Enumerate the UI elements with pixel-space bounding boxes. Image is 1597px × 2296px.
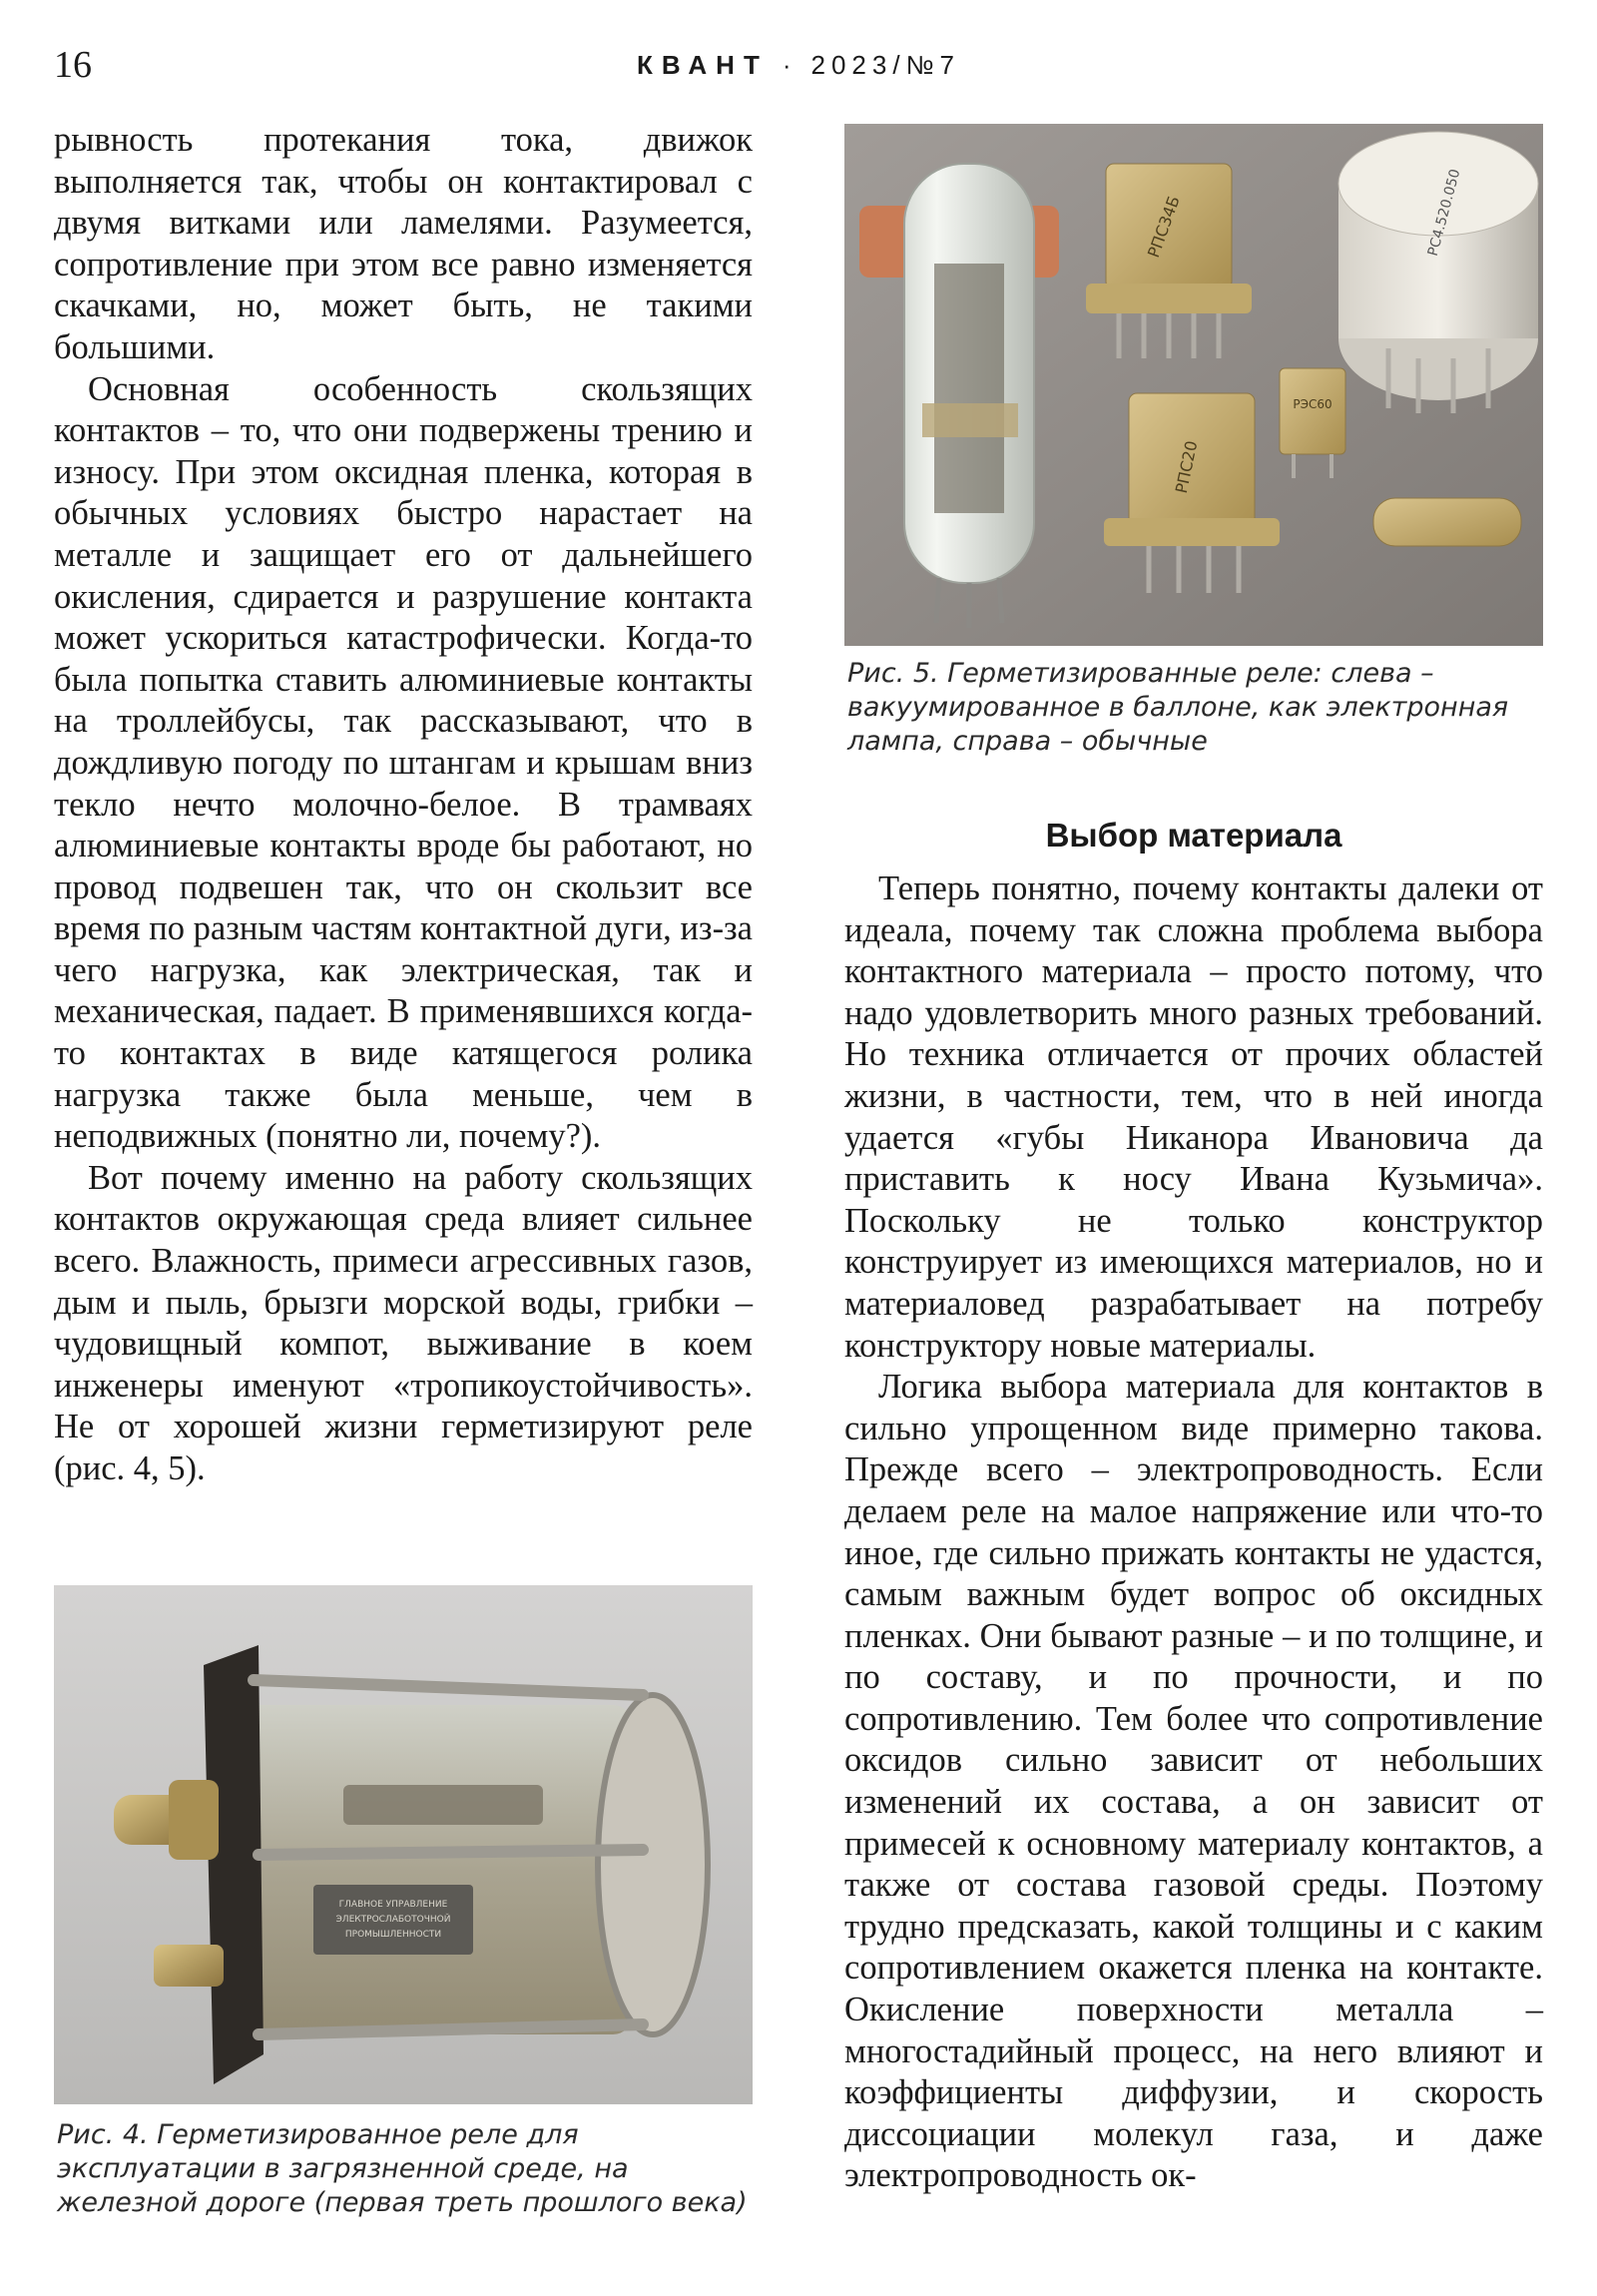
plate-text-line-3: ПРОМЫШЛЕННОСТИ <box>344 1930 442 1940</box>
paragraph: Основная особенность скользящих контактов – то, что они подвержены трению и износу. При этом оксидная пленка, которая в обычных условиях быстро нарастает на металле и защищает его от дальнейшего окисления, сдирается и разрушение контакта может ускориться катастрофически. Когда-то была попытка ставить алюминиевые контакты на троллейбусы, так рассказывают, что в дождливую погоду по штангам и крышам вниз текло нечто молочно-белое. В трамваях алюминиевые контакты вроде бы работают, но провод подвешен так, что он скользит все время по разным частям контактной дуги, из-за чего нагрузка, как электрическая, так и механическая, падает. В применявшихся когда-то контактах в виде катящегося ролика нагрузка также была меньше, чем в неподвижных (понятно ли, почему?). <box>54 369 753 1156</box>
left-column-text <box>54 120 753 1490</box>
figure-5-caption: Рис. 5. Герметизированные реле: слева – вакуумированное в баллоне, как электронная лампа, справа – обычные <box>847 658 1509 757</box>
plate-text-line-1: ГЛАВНОЕ УПРАВЛЕНИЕ <box>338 1900 448 1910</box>
right-column-text <box>844 868 1543 2197</box>
figure-4-photo <box>54 1585 753 2104</box>
header-separator: · <box>782 50 798 80</box>
page-number: 16 <box>54 44 92 86</box>
relay-cylinder <box>1338 132 1538 413</box>
figure-5-photo <box>844 124 1543 646</box>
relay-label-rs4: РС4.520.050 <box>1424 167 1464 259</box>
relay-label-res60: РЭС60 <box>1293 397 1332 411</box>
journal-title: КВАНТ <box>637 50 769 80</box>
issue-number: 2023/№7 <box>810 50 960 80</box>
vacuum-tube-relay <box>904 164 1034 628</box>
running-head <box>0 52 1597 78</box>
sealed-relays-illustration <box>844 124 1543 646</box>
paragraph: рывность протекания тока, движок выполняется так, чтобы он контактировал с двумя витками или ламелями. Разумеется, сопротивление при этом все равно изменяется скачками, но, может быть, не такими большими. <box>54 121 753 366</box>
small-can <box>1373 498 1521 546</box>
plate-text-line-2: ЭЛЕКТРОСЛАБОТОЧНОЙ <box>335 1915 451 1925</box>
paragraph: Вот почему именно на работу скользящих контактов окружающая среда влияет сильнее всего. Влажность, примеси агрессивных газов, дым и пыль, брызги морской воды, грибки – чудовищный компот, выживание в коем инженеры именуют «тропикоустойчивость». Не от хорошей жизни герметизируют реле (рис. 4, 5). <box>54 1158 753 1487</box>
paragraph: Теперь понятно, почему контакты далеки от идеала, почему так сложна проблема выбора контактного материала – просто потому, что надо удовлетворить много разных требований. Но техника отличается от прочих областей жизни, в частности, тем, что в ней иногда удается «губы Никанора Ивановича да приставить к носу Ивана Кузьмича». Поскольку не только конструктор конструирует из имеющихся материалов, но и материаловед разрабатывает на потребу конструктору новые материалы. <box>844 869 1543 1365</box>
figure-4-caption: Рис. 4. Герметизированное реле для эксплуатации в загрязненной среде, на железной дороге (первая треть прошлого века) <box>57 2119 748 2218</box>
relay-label-rps34b: РПС34Б <box>1143 193 1184 261</box>
relay-label-rps20: РПС20 <box>1171 438 1202 495</box>
railway-relay-illustration <box>54 1585 753 2104</box>
paragraph: Логика выбора материала для контактов в сильно упрощенном виде примерно такова. Прежде всего – электропроводность. Если делаем реле на малое напряжение или что-то иное, где сильно прижать контакты не удастся, самым важным будет вопрос об оксидных пленках. Они бывают разные – и по толщине, и по составу, и по прочности, и по сопротивлению. Тем более что сопротивление оксидов сильно зависит от небольших изменений их состава, а он зависит от примесей к основному материалу контактов, а также от состава газовой среды. Поэтому трудно предсказать, какой толщины и с каким сопротивлением окажется пленка на контакте. Окисление поверхности металла – многостадийный процесс, на него влияют и коэффициенты диффузии, и скорость диссоциации молекул газа, и даже электропроводность ок- <box>844 1368 1543 2195</box>
section-heading: Выбор материала <box>1045 817 1342 854</box>
